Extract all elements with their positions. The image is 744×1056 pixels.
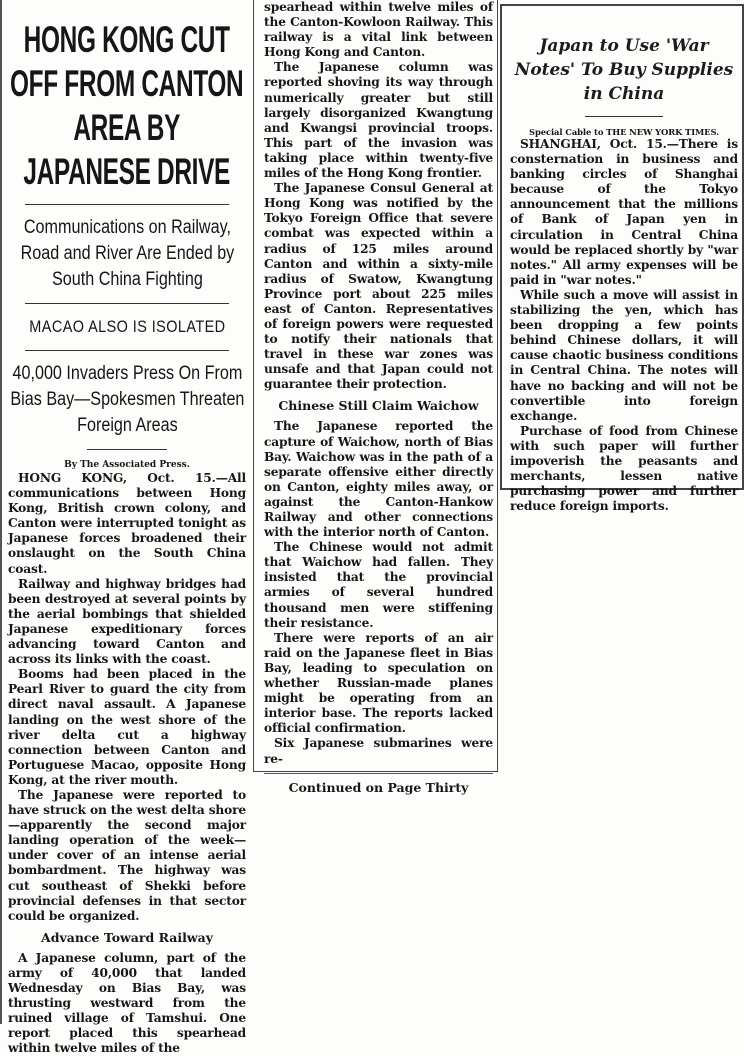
paragraph: While such a move will assist in stabilizing the yen, which has been dropping a few points behind Chinese dollars, it will cause chaotic business conditions in Central China. The notes will have no backing and will not be convertible into foreign exchange. — [510, 287, 738, 423]
article-column-continued — [253, 0, 498, 795]
paragraph: The Chinese would not admit that Waichow had fallen. They insisted that the provincial armies of several hundred thousand men were stiffening their resistance. — [264, 540, 493, 630]
paragraph: Booms had been placed in the Pearl River to guard the city from direct naval assault. A Japanese landing on the west shore of the river delta cut a highway connection between Canton and Portuguese Macao, opposite Hong Kong, at the river mouth. — [8, 667, 246, 787]
divider — [25, 303, 230, 304]
divider — [585, 116, 663, 117]
deck-communications: Communications on Railway, Road and River Are Ended by South China Fighting — [20, 217, 234, 290]
deck-invaders: 40,000 Invaders Press On From Bias Bay—Spokesmen Threaten Foreign Areas — [10, 363, 245, 436]
paragraph: The Japanese Consul General at Hong Kong was notified by the Tokyo Foreign Office that severe combat was expected within a radius of 125 miles around Canton and within a sixty-mile radius of Swatow, Kwangtung Province port about 225 miles east of Canton. Representatives of foreign powers were requested to notify their nationals that travel in these war zones was unsafe and that Japan could not guarantee their protection. — [264, 181, 493, 392]
paragraph: spearhead within twelve miles of the Canton-Kowloon Railway. This railway is a vital link between Hong Kong and Canton. — [264, 0, 493, 60]
paragraph: A Japanese column, part of the army of 40,000 that landed Wednesday on Bias Bay, was thrusting westward from the ruined village of Tamshui. One report placed this spearhead within twelve miles of the — [8, 950, 246, 1056]
article-war-notes — [500, 4, 744, 514]
divider — [87, 449, 168, 450]
main-headline: HONG KONG CUT OFF FROM CANTON AREA BY JAPANESE DRIVE — [10, 19, 244, 192]
article-body — [8, 471, 246, 1056]
paragraph: The Japanese were reported to have struck on the west delta shore—apparently the second major landing operation of the week—under cover of an intense aerial bombardment. The highway was cut southeast of Shekki before provincial defenses in that sector could be organized. — [8, 787, 246, 923]
war-notes-headline: Japan to Use 'War Notes' To Buy Supplies in China — [514, 36, 734, 104]
paragraph: The Japanese reported the capture of Waichow, north of Bias Bay. Waichow was in the path of a separate offensive either directly on Canton, eighty miles away, or against the Canton-Hankow Railway and other connections with the interior north of Canton. — [264, 419, 493, 540]
divider — [25, 350, 230, 351]
paragraph: Railway and highway bridges had been destroyed at several points by the aerial bombings that shielded Japanese expeditionary forces advancing toward Canton and across its links with the coast. — [8, 576, 246, 667]
paragraph: SHANGHAI, Oct. 15.—There is consternation in business and banking circles of Shanghai because of the Tokyo announcement that the millions of Bank of Japan yen in circulation in Central China would be replaced shortly by "war notes." All army expenses will be paid in "war notes." — [510, 137, 738, 287]
subhead-advance: Advance Toward Railway — [41, 929, 213, 945]
article-body — [264, 0, 493, 767]
deck-macao: MACAO ALSO IS ISOLATED — [28, 317, 226, 336]
paragraph: Six Japanese submarines were re- — [264, 736, 493, 766]
article-body — [510, 137, 738, 514]
paragraph: The Japanese column was reported shoving its way through numerically greater but still largely disorganized Kwangtung and Kwangsi provincial troops. This part of the invasion was taking place within twenty-five miles of the Hong Kong frontier. — [264, 60, 493, 181]
paragraph: HONG KONG, Oct. 15.—All communications between Hong Kong, British crown colony, and Canton were interrupted tonight as Japanese forces broadened their onslaught on the South China coast. — [8, 471, 246, 576]
paragraph: Purchase of food from Chinese with such paper will further impoverish the peasants and merchants, lessen native purchasing power and further reduce foreign imports. — [510, 423, 738, 514]
subhead-waichow: Chinese Still Claim Waichow — [278, 398, 479, 414]
continued-line: Continued on Page Thirty — [264, 773, 493, 795]
divider — [25, 204, 230, 205]
article-column-main — [0, 0, 250, 1056]
dateline-source: Special Cable to THE NEW YORK TIMES. — [529, 127, 719, 137]
byline: By The Associated Press. — [64, 460, 190, 470]
paragraph: There were reports of an air raid on the Japanese fleet in Bias Bay, leading to speculation on whether Russian-made planes might be operating from an interior base. The reports lacked official confirmation. — [264, 630, 493, 736]
